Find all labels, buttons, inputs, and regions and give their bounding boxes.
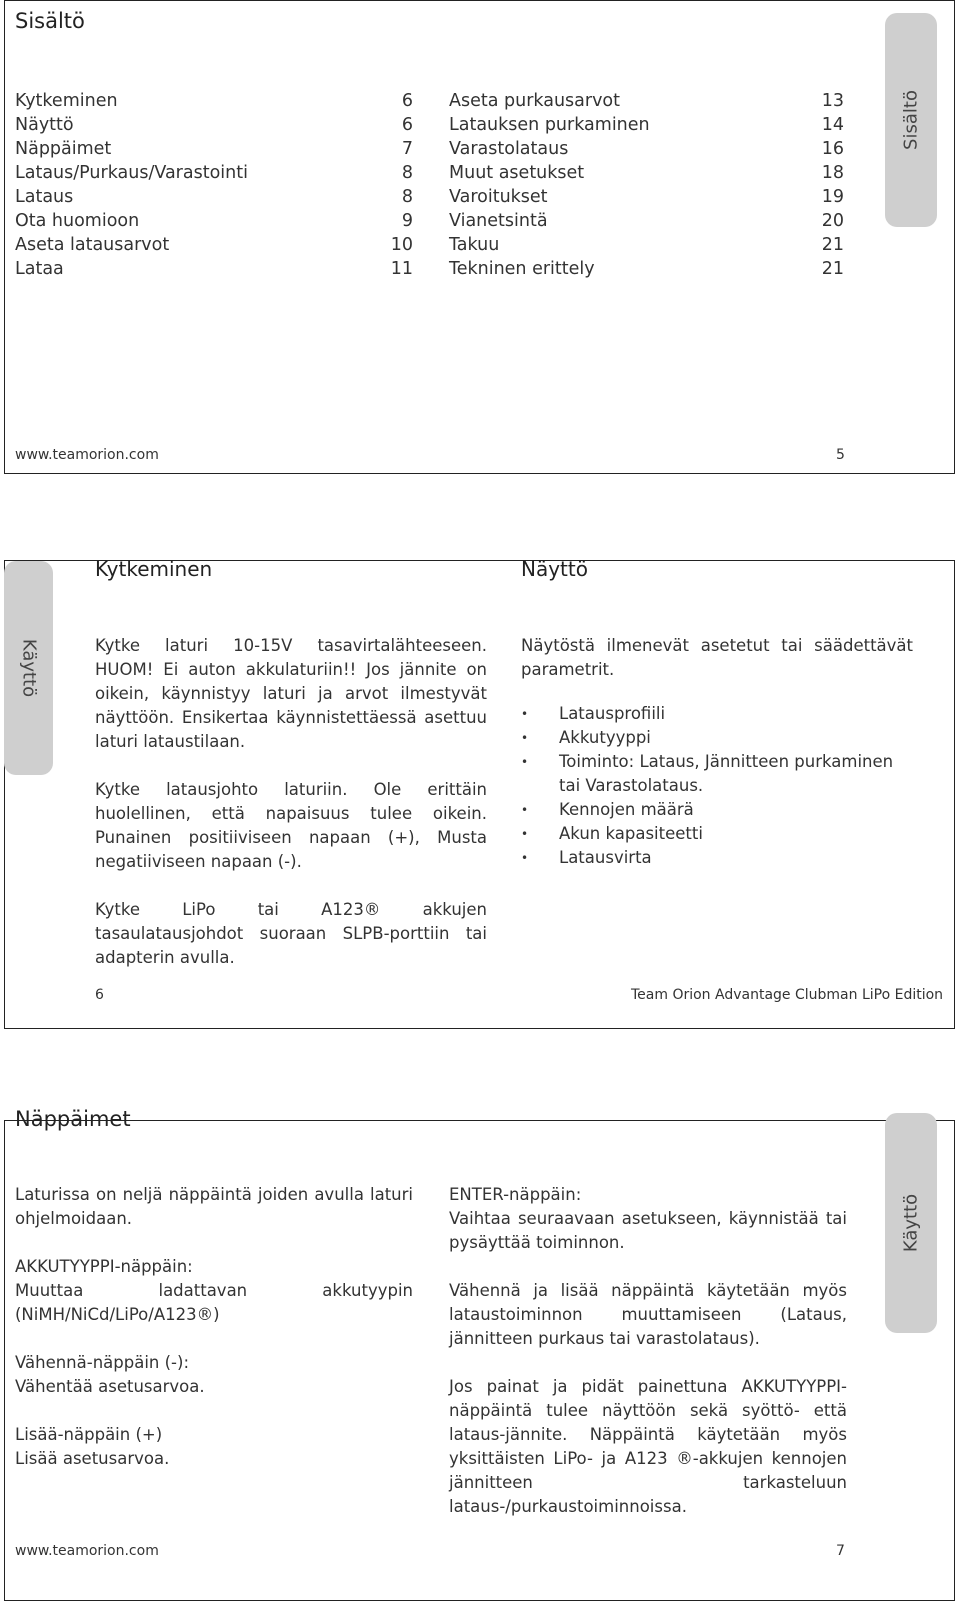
toc-entry-page: 13	[821, 91, 844, 111]
paragraph	[15, 1351, 413, 1399]
toc-left-column	[15, 89, 413, 281]
toc-right-column	[449, 89, 844, 281]
toc-entry-label: Varoitukset	[449, 187, 548, 207]
page-number: 5	[836, 447, 845, 463]
toc-entry-label: Aseta latausarvot	[15, 235, 170, 255]
toc-entry[interactable]	[15, 89, 413, 113]
paragraph-text: Jos painat ja pidät painettuna AKKUTYYPPI-näppäintä tulee näyttöön sekä syöttö- että lataus-jännite. Näppäintä käytetään myös yksittäisten LiPo- ja A123 ®-akkujen kennojen jännitteen tarkasteluun lataus-/purkaustoiminnoissa.	[449, 1377, 847, 1516]
section-tab	[885, 13, 937, 227]
toc-entry-label: Ota huomioon	[15, 211, 140, 231]
toc-entry-page: 7	[401, 139, 413, 159]
toc-entry-label: Muut asetukset	[449, 163, 585, 183]
toc-entry-label: Tekninen erittely	[449, 259, 595, 279]
section-tab-label: Käyttö	[18, 638, 39, 698]
paragraph-text: Vaihtaa seuraavaan asetukseen, käynnistää tai pysäyttää toiminnon.	[449, 1209, 847, 1252]
list-item: • Akun kapasiteetti	[521, 822, 913, 846]
toc-entry-label: Näppäimet	[15, 139, 112, 159]
toc-entry-page: 16	[821, 139, 844, 159]
toc-entry-page: 14	[821, 115, 844, 135]
toc-entry[interactable]	[449, 233, 844, 257]
toc-entry-label: Lataa	[15, 259, 64, 279]
toc-entry[interactable]	[15, 161, 413, 185]
key-heading: ENTER-näppäin:	[449, 1185, 582, 1204]
paragraph-text: Lisää asetusarvoa.	[15, 1449, 170, 1468]
toc-entry[interactable]	[449, 137, 844, 161]
section-title-naytto: Näyttö	[521, 557, 588, 581]
toc-entry[interactable]	[15, 113, 413, 137]
paragraph	[15, 1423, 413, 1471]
toc-entry-label: Varastolataus	[449, 139, 569, 159]
naytto-text	[521, 634, 913, 870]
page-number: 6	[95, 987, 104, 1003]
section-tab	[885, 1113, 937, 1333]
toc-entry[interactable]	[15, 137, 413, 161]
footer-url[interactable]: www.teamorion.com	[15, 447, 159, 463]
toc-entry[interactable]	[449, 113, 844, 137]
toc-entry-label: Näyttö	[15, 115, 74, 135]
toc-entry-label: Latauksen purkaminen	[449, 115, 650, 135]
toc-entry-page: 8	[401, 163, 413, 183]
toc-entry[interactable]	[449, 209, 844, 233]
paragraph: Kytke latausjohto laturiin. Ole erittäin huolellinen, että napaisuus tulee oikein. Punainen positiiviseen napaan (+), Musta negatiiviseen napaan (-).	[95, 780, 487, 871]
toc-entry-page: 11	[390, 259, 413, 279]
list-item: • Latausvirta	[521, 846, 913, 870]
paragraph	[15, 1183, 413, 1231]
list-item: • Kennojen määrä	[521, 798, 913, 822]
paragraph-text: Laturissa on neljä näppäintä joiden avulla laturi ohjelmoidaan.	[15, 1185, 413, 1228]
toc-entry[interactable]	[15, 233, 413, 257]
list-item: • Toiminto: Lataus, Jännitteen purkaminen tai Varastolataus.	[521, 750, 913, 798]
toc-entry[interactable]	[15, 185, 413, 209]
toc-entry[interactable]	[449, 257, 844, 281]
toc-entry-label: Takuu	[449, 235, 500, 255]
page-5	[4, 0, 955, 474]
toc-entry-page: 10	[390, 235, 413, 255]
toc-entry-page: 19	[821, 187, 844, 207]
paragraph	[449, 1375, 847, 1519]
key-heading: Lisää-näppäin (+)	[15, 1425, 163, 1444]
toc-entry-page: 6	[401, 115, 413, 135]
paragraph-text: Vähentää asetusarvoa.	[15, 1377, 205, 1396]
toc-entry[interactable]	[449, 89, 844, 113]
list-item: • Latausprofiili	[521, 702, 913, 726]
toc-entry-label: Lataus/Purkaus/Varastointi	[15, 163, 248, 183]
toc-entry[interactable]	[449, 185, 844, 209]
section-title-kytkeminen: Kytkeminen	[95, 557, 213, 581]
page-title: Sisältö	[15, 9, 85, 33]
paragraph-text: Muuttaa ladattavan akkutyypin (NiMH/NiCd/LiPo/A123®)	[15, 1281, 413, 1324]
section-tab-label: Sisältö	[900, 90, 922, 150]
kytkeminen-text	[95, 634, 487, 994]
page-title: Näppäimet	[15, 1107, 131, 1131]
page-6	[4, 557, 955, 1029]
toc-entry-label: Aseta purkausarvot	[449, 91, 621, 111]
paragraph-text: Vähennä ja lisää näppäintä käytetään myös lataustoiminnon muuttamiseen (Lataus, jännitteen purkaus tai varastolataus).	[449, 1281, 847, 1348]
key-heading: Vähennä-näppäin (-):	[15, 1353, 190, 1372]
parameter-list	[521, 702, 913, 870]
naytto-intro: Näytöstä ilmenevät asetetut tai säädettävät parametrit.	[521, 636, 913, 679]
toc-entry[interactable]	[449, 161, 844, 185]
toc-entry-page: 20	[821, 211, 844, 231]
key-heading: AKKUTYYPPI-näppäin:	[15, 1257, 193, 1276]
paragraph	[449, 1279, 847, 1351]
footer-url[interactable]: www.teamorion.com	[15, 1543, 159, 1559]
list-item: • Akkutyyppi	[521, 726, 913, 750]
toc-entry-page: 9	[401, 211, 413, 231]
paragraph: Kytke LiPo tai A123® akkujen tasaulatausjohdot suoraan SLPB-porttiin tai adapterin avulla.	[95, 900, 487, 967]
nappaimet-left-text	[15, 1183, 413, 1495]
paragraph	[15, 1255, 413, 1327]
toc-entry-page: 21	[821, 235, 844, 255]
footer-title: Team Orion Advantage Clubman LiPo Edition	[631, 987, 944, 1003]
nappaimet-right-text	[449, 1183, 847, 1543]
section-tab-label: Käyttö	[900, 1193, 922, 1253]
paragraph: Kytke laturi 10-15V tasavirtalähteeseen. HUOM! Ei auton akkulaturiin!! Jos jännite on oikein, käynnistyy laturi ja arvot ilmestyvät näyttöön. Ensikertaa käynnistettäessä asettuu laturi lataustilaan.	[95, 636, 487, 751]
toc-entry[interactable]	[15, 209, 413, 233]
page-7	[4, 1107, 955, 1601]
toc-entry-page: 21	[821, 259, 844, 279]
toc-entry-label: Kytkeminen	[15, 91, 118, 111]
toc-entry[interactable]	[15, 257, 413, 281]
toc-entry-label: Lataus	[15, 187, 74, 207]
toc-entry-page: 8	[401, 187, 413, 207]
toc-entry-label: Vianetsintä	[449, 211, 548, 231]
toc-entry-page: 18	[821, 163, 844, 183]
toc-entry-page: 6	[401, 91, 413, 111]
page-number: 7	[836, 1543, 845, 1559]
section-tab	[4, 561, 53, 775]
paragraph	[449, 1183, 847, 1255]
